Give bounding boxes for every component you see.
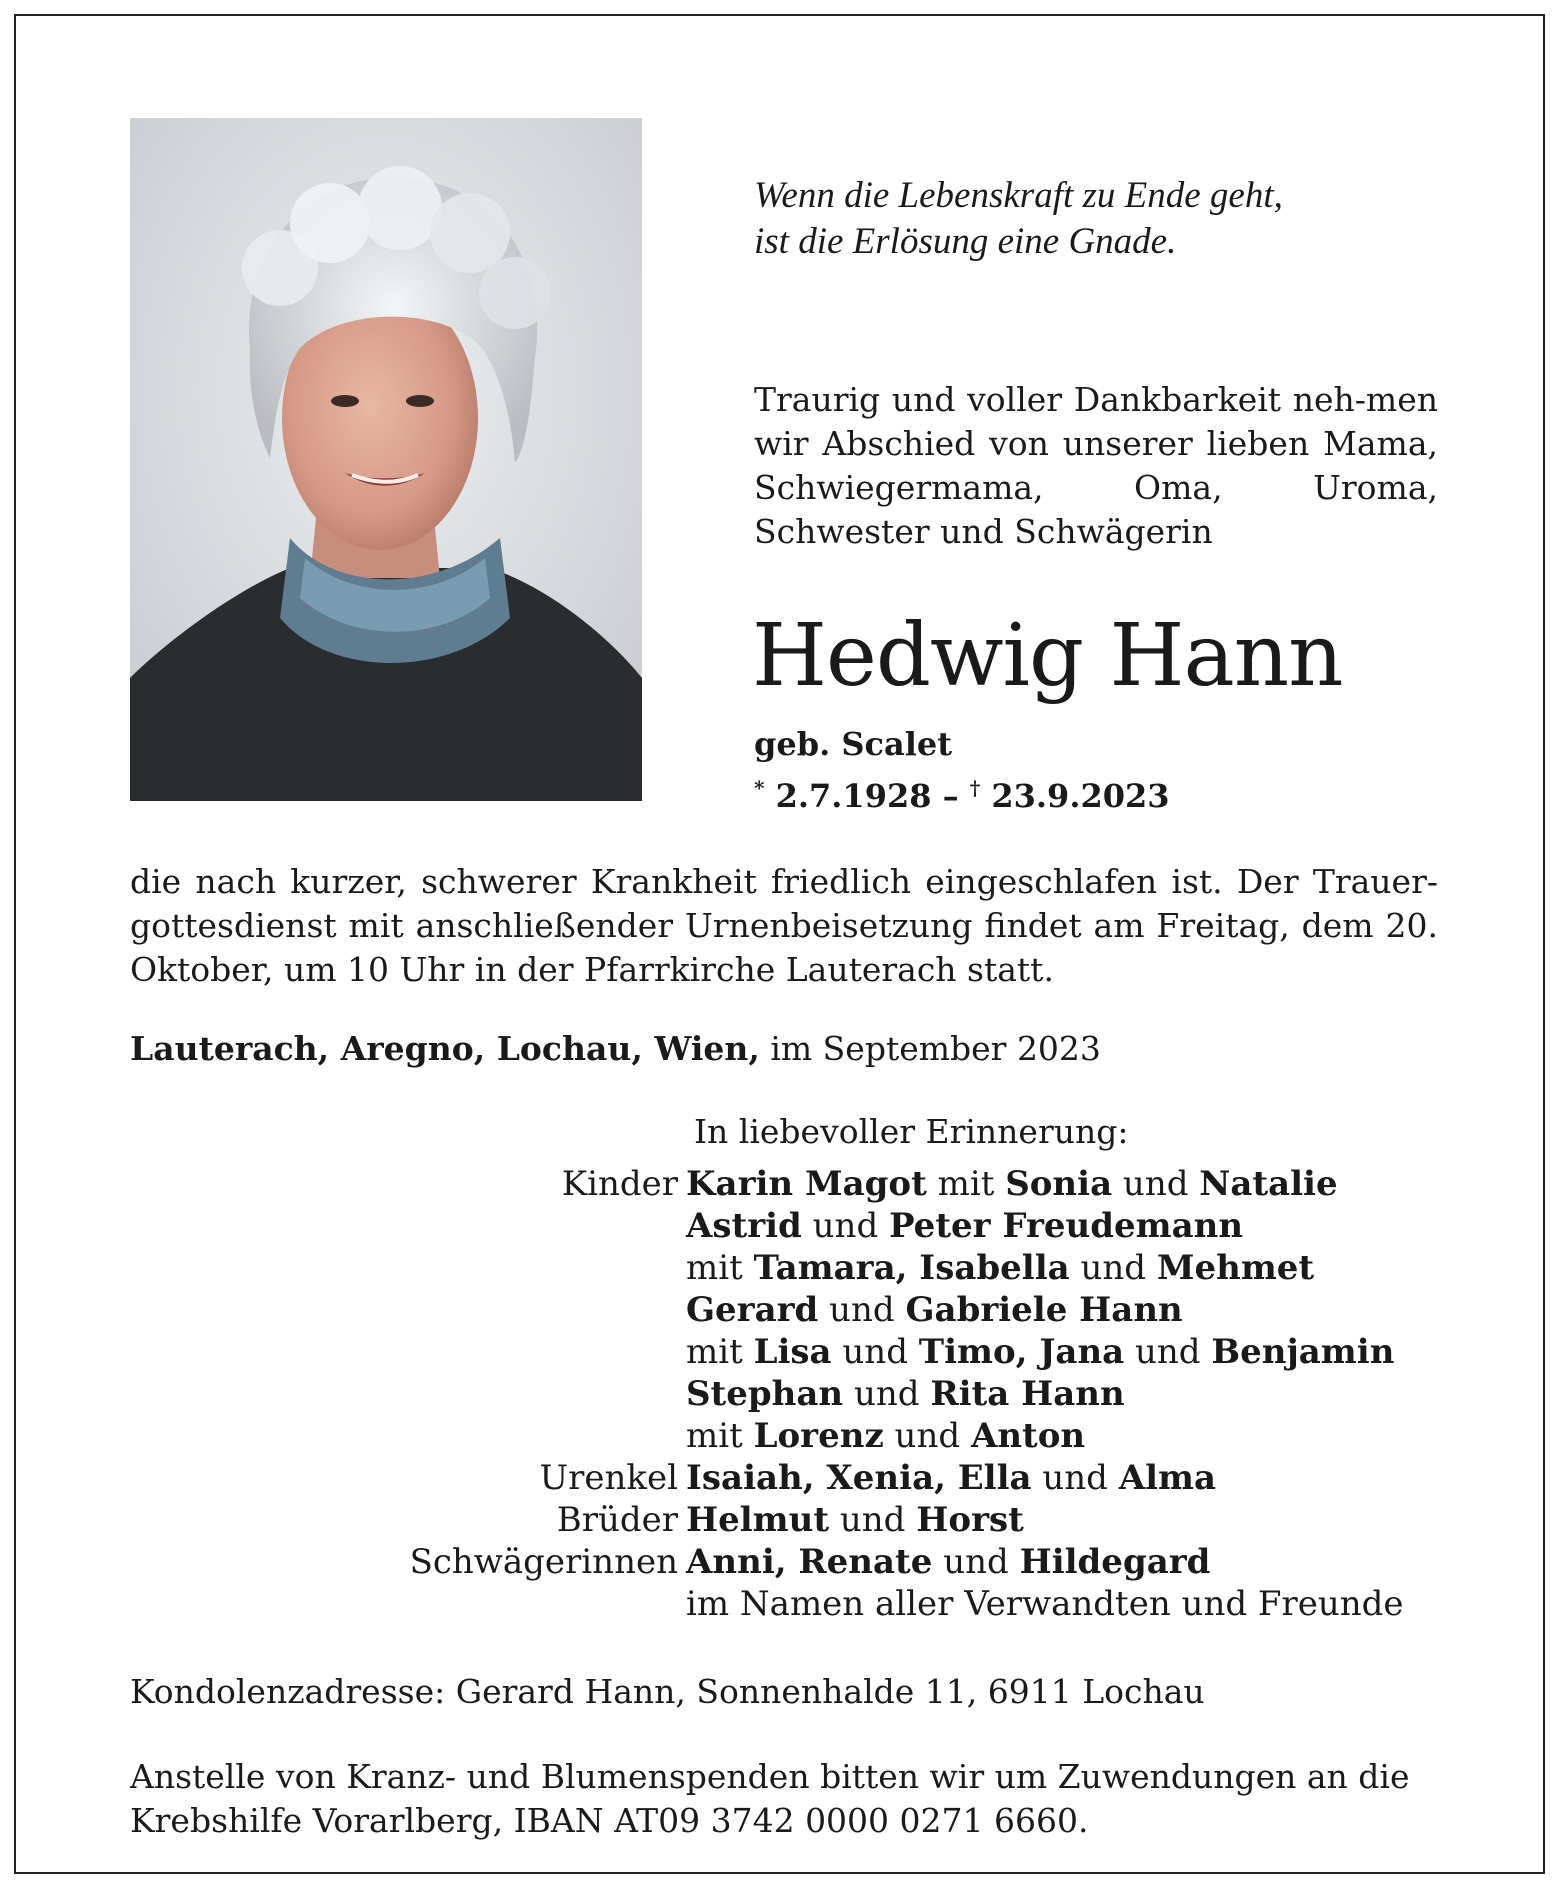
family-members bbox=[686, 1289, 1183, 1331]
family-row bbox=[130, 1373, 1460, 1415]
family-member-name: Alma bbox=[1118, 1458, 1217, 1498]
donation-note bbox=[130, 1755, 1440, 1843]
family-row bbox=[130, 1415, 1460, 1457]
family-members bbox=[686, 1457, 1216, 1499]
family-row bbox=[130, 1289, 1460, 1331]
family-connector: mit bbox=[686, 1416, 754, 1456]
quote bbox=[754, 173, 1454, 265]
family-member-name: Astrid bbox=[686, 1206, 802, 1246]
family-connector: und bbox=[883, 1416, 971, 1456]
family-relation-label: Schwägerinnen bbox=[409, 1542, 678, 1582]
family-connector: und bbox=[932, 1542, 1020, 1582]
family-row bbox=[130, 1163, 1460, 1205]
family-relation-label: Urenkel bbox=[539, 1458, 678, 1498]
quote-line-2: ist die Erlösung eine Gnade. bbox=[754, 221, 1177, 262]
family-members bbox=[686, 1205, 1243, 1247]
family-row bbox=[130, 1583, 1460, 1625]
family-members bbox=[686, 1163, 1338, 1205]
death-date: 23.9.2023 bbox=[991, 777, 1170, 815]
family-member-name: Tamara, Isabella bbox=[753, 1248, 1070, 1288]
family-relation-label bbox=[130, 1583, 686, 1625]
family-row bbox=[130, 1205, 1460, 1247]
family-member-name: Lisa bbox=[753, 1332, 832, 1372]
family-member-name: Rita Hann bbox=[930, 1374, 1125, 1414]
family-member-name: Gabriele Hann bbox=[905, 1290, 1183, 1330]
family-relation-label: Kinder bbox=[561, 1164, 678, 1204]
family-row bbox=[130, 1499, 1460, 1541]
family-relation-label bbox=[130, 1289, 686, 1331]
donation-line-1: Anstelle von Kranz- und Blumenspenden bitten wir um Zuwendungen an die bbox=[130, 1757, 1410, 1796]
family-connector: mit bbox=[686, 1248, 754, 1288]
family-connector: und bbox=[1069, 1248, 1157, 1288]
condolence-address: Kondolenzadresse: Gerard Hann, Sonnenhalde 11, 6911 Lochau bbox=[130, 1672, 1205, 1711]
family-connector: und bbox=[801, 1206, 890, 1246]
maiden-name: geb. Scalet bbox=[754, 725, 953, 763]
family-member-name: Helmut bbox=[686, 1500, 830, 1540]
family-row bbox=[130, 1247, 1460, 1289]
family-connector: im Namen aller Verwandten und Freunde bbox=[686, 1584, 1404, 1624]
family-relation-label bbox=[130, 1373, 686, 1415]
family-member-name: Isaiah, Xenia, Ella bbox=[686, 1458, 1032, 1498]
family-connector: und bbox=[818, 1290, 906, 1330]
family-members bbox=[686, 1583, 1404, 1625]
birth-date: 2.7.1928 bbox=[775, 777, 932, 815]
family-members bbox=[686, 1415, 1085, 1457]
family-member-name: Natalie bbox=[1199, 1164, 1338, 1204]
date-dash: – bbox=[942, 777, 959, 815]
deceased-name: Hedwig Hann bbox=[752, 606, 1343, 706]
family-connector: und bbox=[831, 1332, 919, 1372]
donation-line-2: Krebshilfe Vorarlberg, IBAN AT09 3742 0000 0271 6660. bbox=[130, 1801, 1089, 1840]
service-announcement: die nach kurzer, schwerer Krankheit friedlich eingeschlafen ist. Der Trauer-gottesdienst mit anschließender Urnenbeisetzung findet am Freitag, dem 20. Oktober, um 10 Uhr in der Pfarrkirche Lauterach statt. bbox=[130, 862, 1438, 989]
family-relation-label bbox=[130, 1331, 686, 1373]
family-member-name: Stephan bbox=[686, 1374, 844, 1414]
memory-heading: In liebevoller Erinnerung: bbox=[694, 1112, 1129, 1151]
family-connector: und bbox=[829, 1500, 917, 1540]
family-relation-label bbox=[130, 1247, 686, 1289]
death-symbol: † bbox=[969, 776, 981, 800]
family-members bbox=[686, 1331, 1394, 1373]
family-relation-label: Brüder bbox=[556, 1500, 678, 1540]
family-member-name: Mehmet bbox=[1156, 1248, 1315, 1288]
family-connector: und bbox=[843, 1374, 931, 1414]
intro-text: Traurig und voller Dankbarkeit neh-men wir Abschied von unserer lieben Mama, Schwiegermama, Oma, Uroma, Schwester und Schwägerin bbox=[754, 380, 1438, 551]
family-member-name: Peter Freudemann bbox=[889, 1206, 1244, 1246]
family-members bbox=[686, 1373, 1125, 1415]
family-list bbox=[130, 1163, 1460, 1625]
family-members bbox=[686, 1499, 1024, 1541]
family-relation-label bbox=[130, 1205, 686, 1247]
family-row bbox=[130, 1331, 1460, 1373]
family-member-name: Gerard bbox=[686, 1290, 819, 1330]
family-connector: mit bbox=[686, 1332, 754, 1372]
portrait-photo bbox=[130, 118, 642, 801]
family-connector: mit bbox=[926, 1164, 1006, 1204]
family-connector: und bbox=[1031, 1458, 1119, 1498]
quote-line-1: Wenn die Lebenskraft zu Ende geht, bbox=[754, 175, 1283, 216]
family-member-name: Lorenz bbox=[753, 1416, 884, 1456]
family-member-name: Sonia bbox=[1005, 1164, 1113, 1204]
birth-symbol: * bbox=[754, 776, 765, 800]
places-line bbox=[130, 1027, 1101, 1071]
family-member-name: Horst bbox=[916, 1500, 1024, 1540]
places-date: im September 2023 bbox=[770, 1029, 1101, 1068]
family-member-name: Karin Magot bbox=[686, 1164, 927, 1204]
family-connector: und bbox=[1112, 1164, 1200, 1204]
family-member-name: Anton bbox=[970, 1416, 1086, 1456]
places-names: Lauterach, Aregno, Lochau, Wien, bbox=[130, 1029, 760, 1068]
family-relation-label bbox=[130, 1415, 686, 1457]
family-row bbox=[130, 1457, 1460, 1499]
life-dates bbox=[754, 766, 1170, 818]
family-member-name: Benjamin bbox=[1211, 1332, 1395, 1372]
family-row bbox=[130, 1541, 1460, 1583]
family-members bbox=[686, 1541, 1210, 1583]
family-members bbox=[686, 1247, 1314, 1289]
family-connector: und bbox=[1124, 1332, 1212, 1372]
family-member-name: Timo, Jana bbox=[918, 1332, 1125, 1372]
family-member-name: Anni, Renate bbox=[686, 1542, 933, 1582]
family-member-name: Hildegard bbox=[1019, 1542, 1211, 1582]
